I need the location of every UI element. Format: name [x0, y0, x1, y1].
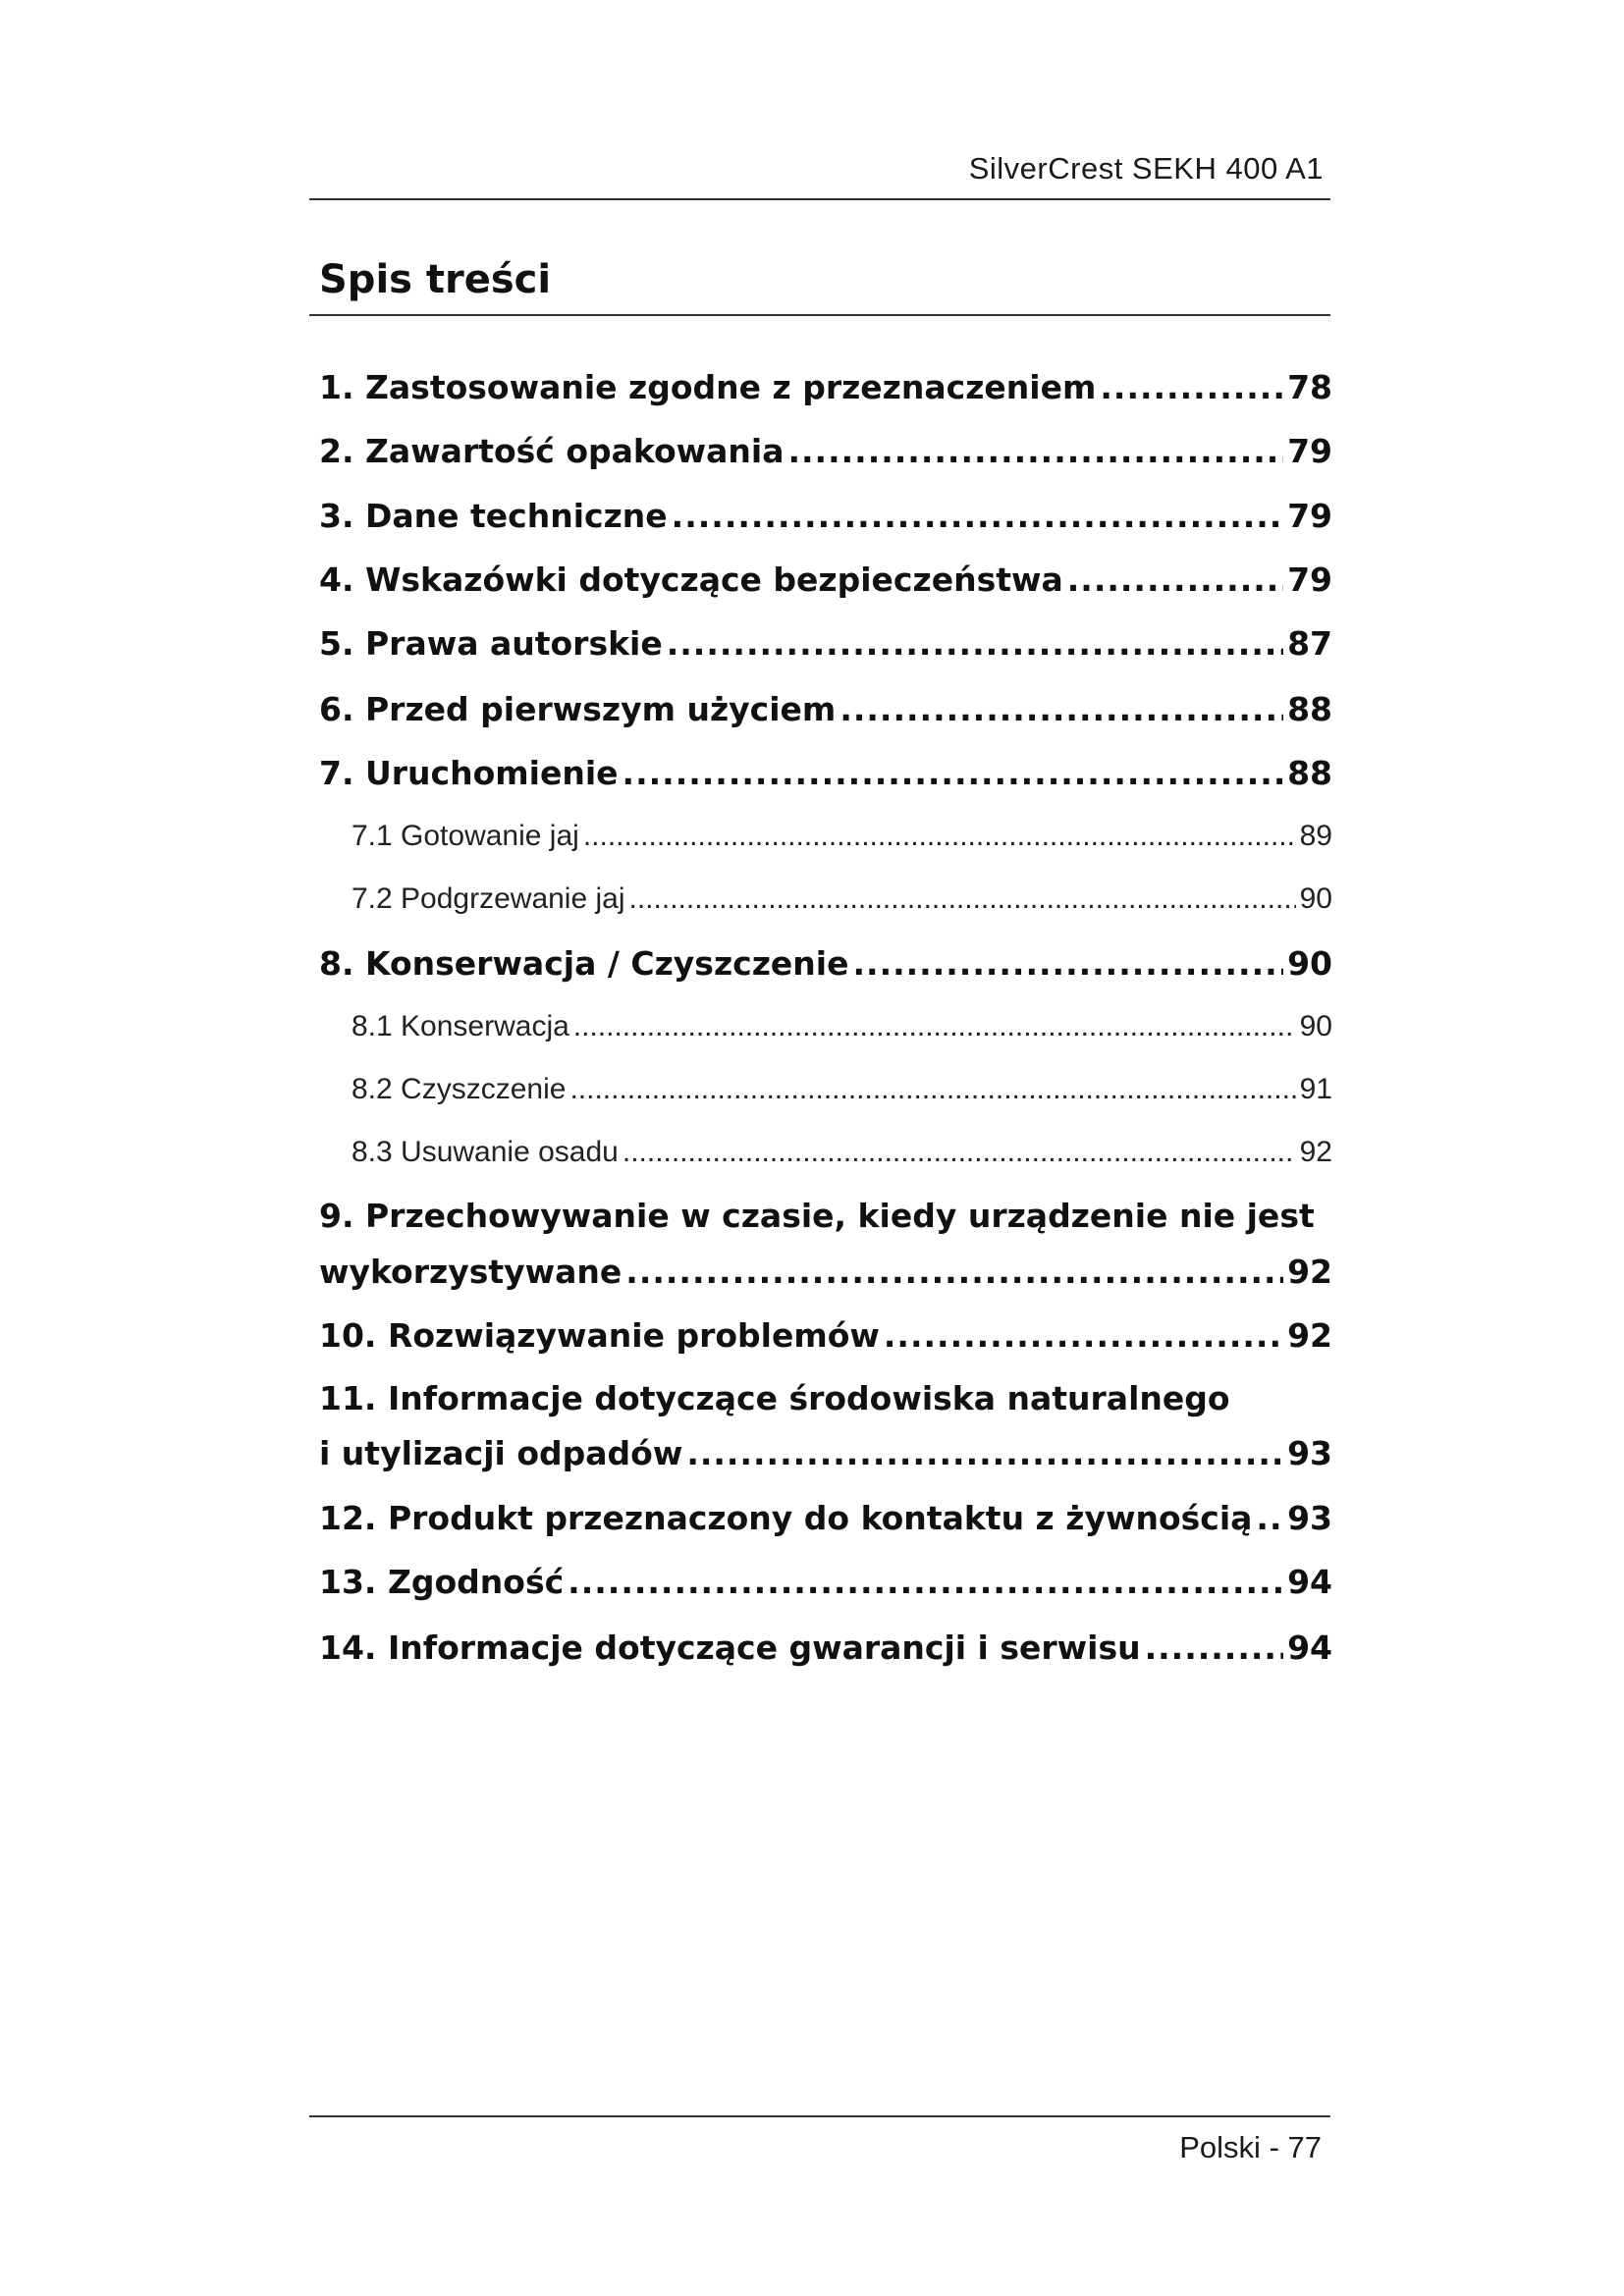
dot-leader — [884, 1316, 1283, 1355]
toc-entry-9-line1[interactable]: 9. Przechowywanie w czasie, kiedy urządzenie nie jest — [319, 1197, 1315, 1235]
toc-entry-8-1[interactable] — [319, 1010, 1332, 1043]
toc-entry-label: 8.3 Usuwanie osadu — [352, 1136, 619, 1168]
dot-leader — [569, 1073, 1295, 1106]
toc-entry-label: i utylizacji odpadów — [319, 1434, 683, 1472]
toc-entry-11-line1[interactable]: 11. Informacje dotyczące środowiska naturalnego — [319, 1379, 1230, 1417]
dot-leader — [686, 1434, 1283, 1472]
toc-entry-7[interactable] — [319, 754, 1332, 792]
toc-entry-page: 88 — [1287, 754, 1332, 792]
toc-entry-page: 78 — [1287, 368, 1332, 406]
toc-entry-11[interactable] — [319, 1434, 1332, 1472]
toc-entry-5[interactable] — [319, 624, 1332, 663]
toc-entry-label: 2. Zawartość opakowania — [319, 432, 785, 470]
dot-leader — [583, 820, 1296, 853]
toc-entry-label: 5. Prawa autorskie — [319, 624, 663, 663]
dot-leader — [787, 432, 1283, 470]
toc-entry-label: 14. Informacje dotyczące gwarancji i serwisu — [319, 1629, 1141, 1667]
page-title: Spis treści — [319, 257, 552, 302]
toc-entry-page: 93 — [1287, 1434, 1332, 1472]
toc-entry-8-3[interactable] — [319, 1136, 1332, 1169]
toc-entry-page: 92 — [1299, 1136, 1332, 1168]
toc-entry-page: 90 — [1299, 882, 1332, 915]
toc-entry-4[interactable] — [319, 561, 1332, 599]
toc-entry-label: 8.2 Czyszczenie — [352, 1073, 567, 1105]
toc-entry-3[interactable] — [319, 497, 1332, 535]
dot-leader — [623, 754, 1284, 792]
toc-entry-page: 92 — [1287, 1253, 1332, 1291]
dot-leader — [629, 882, 1296, 916]
toc-entry-8-2[interactable] — [319, 1073, 1332, 1106]
toc-entry-page: 94 — [1287, 1629, 1332, 1667]
toc-entry-8[interactable] — [319, 944, 1332, 983]
toc-entry-1[interactable] — [319, 368, 1332, 406]
toc-entry-label: 1. Zastosowanie zgodne z przeznaczeniem — [319, 368, 1097, 406]
dot-leader — [1067, 561, 1283, 599]
toc-entry-14[interactable] — [319, 1629, 1332, 1667]
dot-leader — [623, 1136, 1296, 1169]
dot-leader — [839, 690, 1283, 728]
toc-entry-9[interactable] — [319, 1253, 1332, 1291]
dot-leader — [573, 1010, 1296, 1043]
toc-entry-7-2[interactable] — [319, 882, 1332, 916]
dot-leader — [672, 497, 1283, 535]
toc-entry-page: 89 — [1299, 820, 1332, 852]
toc-entry-6[interactable] — [319, 690, 1332, 728]
toc-entry-label: 4. Wskazówki dotyczące bezpieczeństwa — [319, 561, 1063, 599]
toc-entry-page: 79 — [1287, 432, 1332, 470]
toc-entry-7-1[interactable] — [319, 820, 1332, 853]
toc-entry-label: 10. Rozwiązywanie problemów — [319, 1316, 880, 1355]
toc-entry-label: 3. Dane techniczne — [319, 497, 668, 535]
running-header: SilverCrest SEKH 400 A1 — [968, 151, 1324, 186]
toc-entry-label: 7. Uruchomienie — [319, 754, 619, 792]
toc-entry-label: 12. Produkt przeznaczony do kontaktu z żywnością — [319, 1499, 1253, 1537]
toc-entry-label: wykorzystywane — [319, 1253, 623, 1291]
footer-separator: - — [1269, 2130, 1279, 2164]
dot-leader — [1145, 1629, 1283, 1667]
toc-entry-page: 92 — [1287, 1316, 1332, 1355]
toc-entry-13[interactable] — [319, 1563, 1332, 1601]
dot-leader — [568, 1563, 1283, 1601]
toc-entry-label: 7.2 Podgrzewanie jaj — [352, 882, 625, 915]
toc-entry-page: 94 — [1287, 1563, 1332, 1601]
footer-language: Polski — [1179, 2130, 1261, 2164]
toc-entry-10[interactable] — [319, 1316, 1332, 1355]
toc-entry-label: 8.1 Konserwacja — [352, 1010, 569, 1042]
toc-entry-page: 91 — [1299, 1073, 1332, 1105]
toc-entry-page: 90 — [1287, 944, 1332, 983]
footer-divider — [309, 2115, 1330, 2117]
table-of-contents — [319, 0, 1332, 2296]
toc-entry-page: 93 — [1287, 1499, 1332, 1537]
dot-leader — [1256, 1499, 1283, 1537]
footer-page-number: 77 — [1287, 2130, 1322, 2164]
toc-entry-12[interactable] — [319, 1499, 1332, 1537]
toc-entry-page: 87 — [1287, 624, 1332, 663]
toc-entry-page: 88 — [1287, 690, 1332, 728]
toc-entry-page: 90 — [1299, 1010, 1332, 1042]
page-footer — [1179, 2130, 1322, 2165]
toc-entry-page: 79 — [1287, 561, 1332, 599]
toc-entry-label: 8. Konserwacja / Czyszczenie — [319, 944, 849, 983]
dot-leader — [625, 1253, 1283, 1291]
toc-entry-label: 6. Przed pierwszym użyciem — [319, 690, 837, 728]
toc-entry-page: 79 — [1287, 497, 1332, 535]
toc-entry-label: 13. Zgodność — [319, 1563, 565, 1601]
dot-leader — [667, 624, 1283, 663]
dot-leader — [853, 944, 1284, 983]
dot-leader — [1100, 368, 1283, 406]
toc-entry-2[interactable] — [319, 432, 1332, 470]
toc-entry-label: 7.1 Gotowanie jaj — [352, 820, 579, 852]
